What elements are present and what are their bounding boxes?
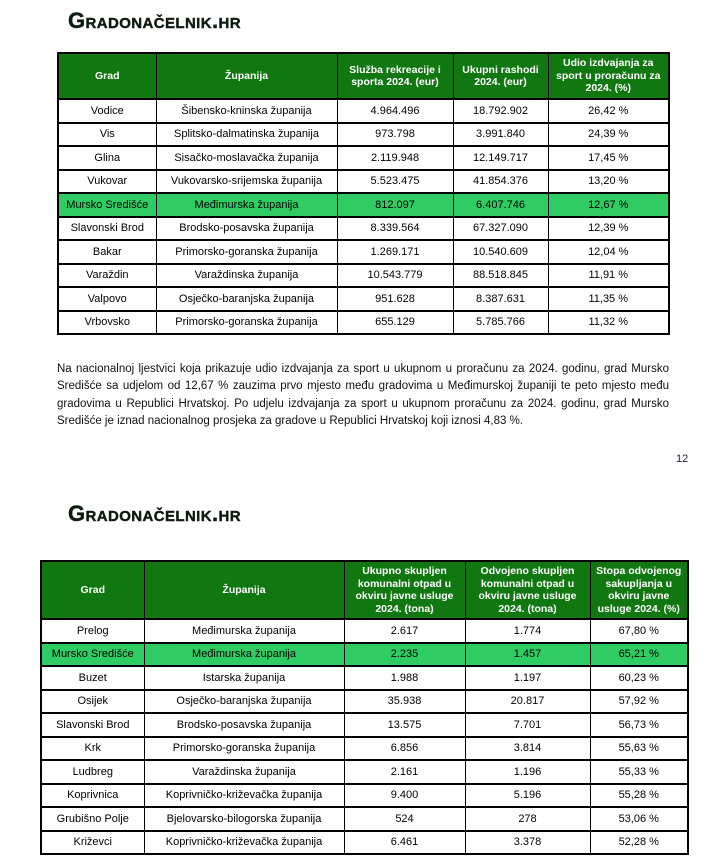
table-cell: Vrbovsko [58, 311, 156, 335]
table-row [58, 264, 669, 288]
table-cell: 1.196 [465, 760, 590, 784]
table-cell: Slavonski Brod [58, 217, 156, 241]
table-cell: 2.161 [344, 760, 465, 784]
table-cell: Međimurska županija [144, 619, 344, 643]
table-row [58, 146, 669, 170]
column-header: Grad [58, 53, 156, 99]
table-cell: 1.457 [465, 643, 590, 667]
column-header: Stopa odvojenog sakupljanja u okviru javne usluge 2024. (%) [590, 561, 688, 619]
table-row [41, 784, 688, 808]
table-cell: 10.540.609 [453, 240, 548, 264]
table-cell: 20.817 [465, 690, 590, 714]
table-cell: Varaždinska županija [144, 760, 344, 784]
table-cell: 1.988 [344, 666, 465, 690]
table-cell: 67,80 % [590, 619, 688, 643]
table-cell: 65,21 % [590, 643, 688, 667]
table-row [58, 123, 669, 147]
column-header: Grad [41, 561, 144, 619]
table-row [41, 643, 688, 667]
table-cell: 52,28 % [590, 831, 688, 855]
table-cell: 973.798 [337, 123, 453, 147]
table-row [58, 217, 669, 241]
table-cell: 12,39 % [548, 217, 669, 241]
table-cell: 4.964.496 [337, 99, 453, 123]
table-cell: Koprivnica [41, 784, 144, 808]
table-cell: 655.129 [337, 311, 453, 335]
table-cell: 812.097 [337, 193, 453, 217]
table-cell: 951.628 [337, 287, 453, 311]
table-cell: 9.400 [344, 784, 465, 808]
table-cell: 12,67 % [548, 193, 669, 217]
table-cell: 13,20 % [548, 170, 669, 194]
table-cell: Istarska županija [144, 666, 344, 690]
table-cell: Osječko-baranjska županija [144, 690, 344, 714]
table-cell: Primorsko-goranska županija [144, 737, 344, 761]
table-cell: Varaždin [58, 264, 156, 288]
table-row [41, 807, 688, 831]
table-cell: 26,42 % [548, 99, 669, 123]
table-cell: 13.575 [344, 713, 465, 737]
table-row [58, 311, 669, 335]
table-row [58, 240, 669, 264]
table-cell: 55,28 % [590, 784, 688, 808]
table-cell: 5.785.766 [453, 311, 548, 335]
table-row [41, 713, 688, 737]
table-cell: 3.814 [465, 737, 590, 761]
column-header: Ukupno skupljen komunalni otpad u okviru javne usluge 2024. (tona) [344, 561, 465, 619]
column-header: Služba rekreacije i sporta 2024. (eur) [337, 53, 453, 99]
table-cell: Mursko Središće [58, 193, 156, 217]
table-cell: Buzet [41, 666, 144, 690]
waste-collection-table [40, 560, 689, 855]
table-cell: 88.518.845 [453, 264, 548, 288]
table-cell: Splitsko-dalmatinska županija [156, 123, 337, 147]
sports-funding-table [57, 52, 670, 335]
table-cell: 2.235 [344, 643, 465, 667]
site-logo: Gradonačelnik.hr [68, 501, 241, 526]
table-cell: Krk [41, 737, 144, 761]
table-row [41, 760, 688, 784]
table-cell: 278 [465, 807, 590, 831]
table-cell: 524 [344, 807, 465, 831]
column-header: Županija [144, 561, 344, 619]
table-cell: Koprivničko-križevačka županija [144, 831, 344, 855]
table-cell: Prelog [41, 619, 144, 643]
table-cell: Ludbreg [41, 760, 144, 784]
table-cell: Sisačko-moslavačka županija [156, 146, 337, 170]
table-cell: 41.854.376 [453, 170, 548, 194]
table-cell: Međimurska županija [144, 643, 344, 667]
table-cell: Primorsko-goranska županija [156, 240, 337, 264]
column-header: Udio izdvajanja za sport u proračunu za 2024. (%) [548, 53, 669, 99]
table-row [41, 737, 688, 761]
table-cell: Brodsko-posavska županija [156, 217, 337, 241]
table-row [58, 287, 669, 311]
table-cell: 1.197 [465, 666, 590, 690]
site-logo: Gradonačelnik.hr [68, 8, 241, 33]
table-cell: 1.269.171 [337, 240, 453, 264]
table-cell: 8.387.631 [453, 287, 548, 311]
table-cell: Mursko Središće [41, 643, 144, 667]
table-cell: 7.701 [465, 713, 590, 737]
table-row [58, 193, 669, 217]
table-cell: Koprivničko-križevačka županija [144, 784, 344, 808]
table-cell: 10.543.779 [337, 264, 453, 288]
table-cell: Valpovo [58, 287, 156, 311]
table-cell: Bakar [58, 240, 156, 264]
table-cell: 5.523.475 [337, 170, 453, 194]
table-cell: Osječko-baranjska županija [156, 287, 337, 311]
table-cell: 11,91 % [548, 264, 669, 288]
table-cell: 17,45 % [548, 146, 669, 170]
table-cell: 2.119.948 [337, 146, 453, 170]
table-cell: Vodice [58, 99, 156, 123]
table-cell: 1.774 [465, 619, 590, 643]
table-cell: 55,33 % [590, 760, 688, 784]
table-row [41, 619, 688, 643]
table-cell: Šibensko-kninska županija [156, 99, 337, 123]
table-cell: 8.339.564 [337, 217, 453, 241]
table-cell: 6.856 [344, 737, 465, 761]
table-row [41, 831, 688, 855]
table-cell: 35.938 [344, 690, 465, 714]
page-number: 12 [676, 453, 689, 465]
table-cell: 2.617 [344, 619, 465, 643]
table-cell: 5.196 [465, 784, 590, 808]
analysis-paragraph: Na nacionalnoj ljestvici koja prikazuje udio izdvajanja za sport u ukupnom u proračunu za 2024. godinu, grad Mursko Središće sa udjelom od 12,67 % zauzima prvo mjesto među gradovima u Međimurskoj županiji te peto mjesto među gradovima u Republici Hrvatskoj. Po udjelu izdvajanja za sport u ukupnom proračunu za 2024. godinu, grad Mursko Središće je iznad nacionalnog prosjeka za gradove u Republici Hrvatskoj koji iznosi 4,83 %. [57, 362, 669, 427]
table-cell: Vis [58, 123, 156, 147]
table-row [58, 170, 669, 194]
table-cell: 3.991.840 [453, 123, 548, 147]
table-cell: 53,06 % [590, 807, 688, 831]
table-cell: 11,35 % [548, 287, 669, 311]
table-row [58, 99, 669, 123]
table-cell: Križevci [41, 831, 144, 855]
table-cell: Varaždinska županija [156, 264, 337, 288]
table-cell: Međimurska županija [156, 193, 337, 217]
table-cell: 12,04 % [548, 240, 669, 264]
table-cell: 24,39 % [548, 123, 669, 147]
table-cell: 60,23 % [590, 666, 688, 690]
waste-table-header-row [41, 561, 688, 619]
table-cell: Vukovarsko-srijemska županija [156, 170, 337, 194]
column-header: Županija [156, 53, 337, 99]
table-cell: 56,73 % [590, 713, 688, 737]
table-cell: 18.792.902 [453, 99, 548, 123]
table-cell: Osijek [41, 690, 144, 714]
table-row [41, 690, 688, 714]
table-cell: Brodsko-posavska županija [144, 713, 344, 737]
table-cell: Bjelovarsko-bilogorska županija [144, 807, 344, 831]
table-cell: 6.461 [344, 831, 465, 855]
table-cell: 55,63 % [590, 737, 688, 761]
column-header: Odvojeno skupljen komunalni otpad u okviru javne usluge 2024. (tona) [465, 561, 590, 619]
column-header: Ukupni rashodi 2024. (eur) [453, 53, 548, 99]
table-cell: Slavonski Brod [41, 713, 144, 737]
table-cell: 11,32 % [548, 311, 669, 335]
table-cell: Primorsko-goranska županija [156, 311, 337, 335]
table-cell: Grubišno Polje [41, 807, 144, 831]
table-cell: 3.378 [465, 831, 590, 855]
table-cell: 6.407.746 [453, 193, 548, 217]
table-row [41, 666, 688, 690]
table-cell: 57,92 % [590, 690, 688, 714]
sports-table-header-row [58, 53, 669, 99]
table-cell: 12.149.717 [453, 146, 548, 170]
table-cell: 67.327.090 [453, 217, 548, 241]
table-cell: Glina [58, 146, 156, 170]
table-cell: Vukovar [58, 170, 156, 194]
